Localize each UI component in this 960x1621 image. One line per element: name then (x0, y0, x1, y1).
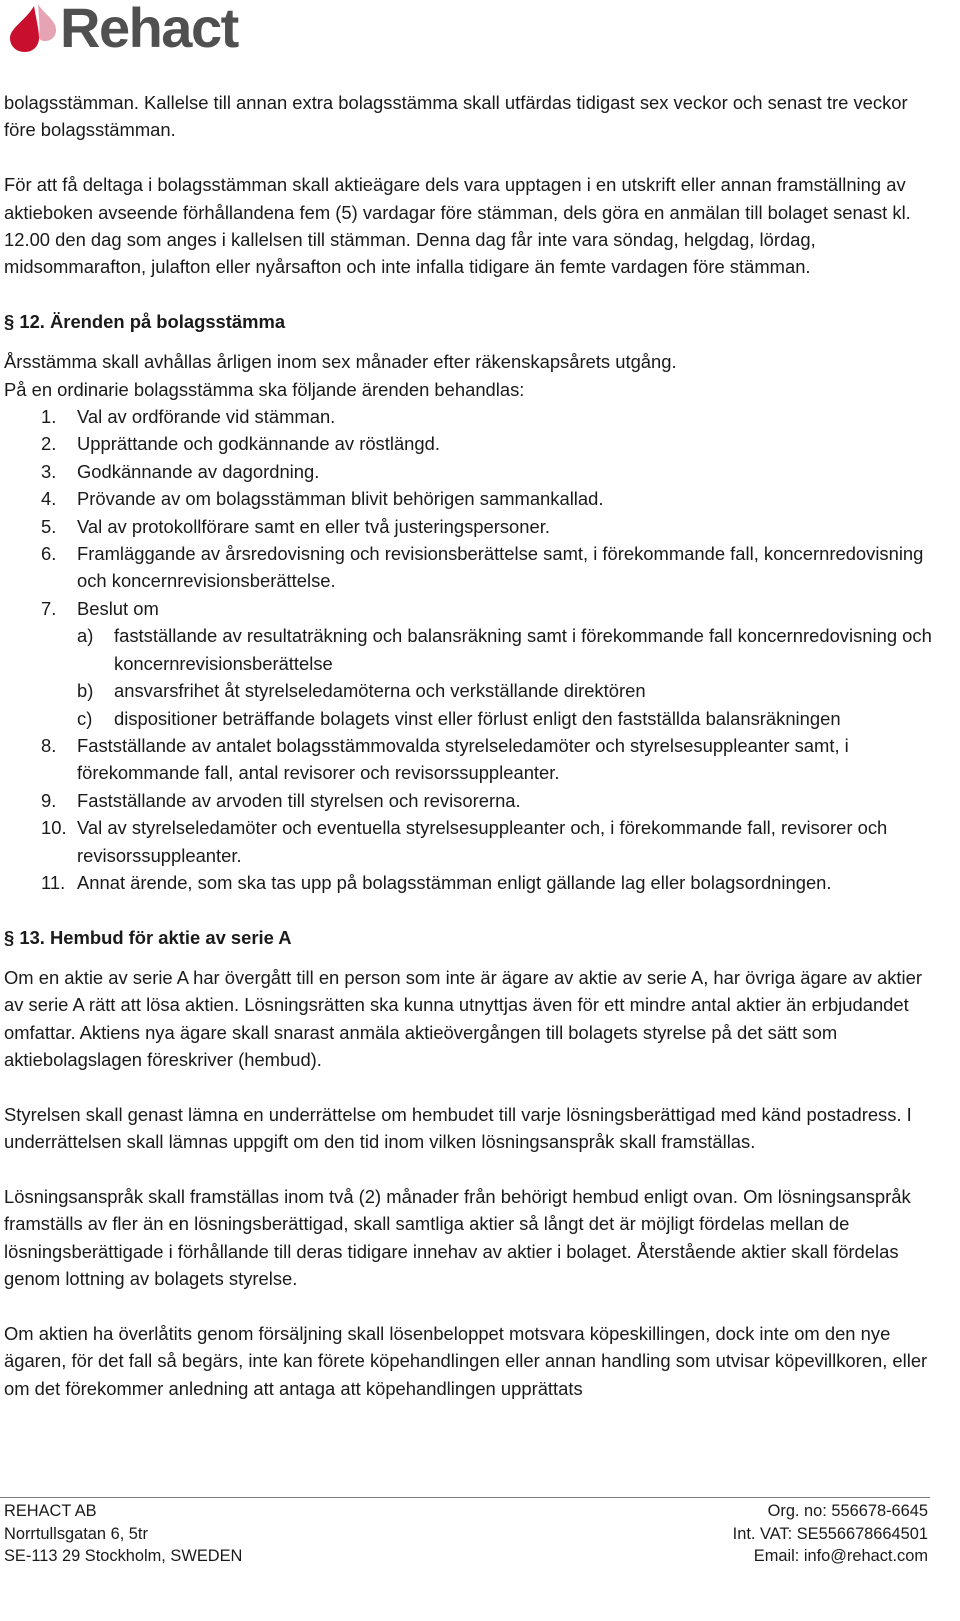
list-item: 11. Annat ärende, som ska tas upp på bolagsstämman enligt gällande lag eller bolagsordningen. (41, 871, 832, 893)
sublist-item: b) ansvarsfrihet åt styrelseledamöterna och verkställande direktören (77, 680, 646, 702)
agenda-list-continued (4, 732, 934, 896)
section-13-heading: § 13. Hembud för aktie av serie A (4, 926, 292, 948)
agenda-list (4, 403, 934, 622)
sublist-item: a) fastställande av resultaträkning och balansräkning samt i förekommande fall koncernredovisning och koncernrevisionsberättelse (77, 625, 932, 674)
decision-sublist (4, 622, 934, 732)
footer-company: REHACT AB (4, 1502, 97, 1520)
logo-wordmark: Rehact (60, 0, 238, 59)
footer-org-number: Org. no: 556678-6645 (767, 1502, 928, 1520)
document-body (4, 89, 934, 1402)
footer-address (4, 1500, 242, 1568)
rehact-drop-icon (4, 0, 64, 56)
list-item: 3. Godkännande av dagordning. (41, 460, 320, 482)
section-12-line-2: På en ordinarie bolagsstämma ska följande ärenden behandlas: (4, 378, 525, 400)
footer-vat-number: Int. VAT: SE556678664501 (732, 1524, 928, 1543)
footer-registration (733, 1500, 928, 1568)
list-item: 10. Val av styrelseledamöter och eventuella styrelsesuppleanter och, i förekommande fall, revisorer och revisorssuppleanter. (41, 817, 888, 866)
company-logo (4, 0, 238, 59)
intro-paragraph-1: bolagsstämman. Kallelse till annan extra bolagsstämma skall utfärdas tidigast sex veckor och senast tre veckor före bolagsstämman. (4, 92, 908, 141)
list-item: 8. Fastställande av antalet bolagsstämmovalda styrelseledamöter och styrelsesuppleanter samt, i förekommande fall, antal revisorer och revisorssuppleanter. (41, 734, 849, 784)
list-item: 7. Beslut om (41, 597, 159, 619)
list-item: 4. Prövande av om bolagsstämman blivit behörigen sammankallad. (41, 488, 604, 510)
section-13-paragraph-2: Styrelsen skall genast lämna en underrättelse om hembudet till varje lösningsberättigad med känd postadress. I underrättelsen skall lämnas uppgift om den tid inom vilken lösningsanspråk skall framställas. (4, 1103, 912, 1153)
page-footer (4, 1500, 928, 1568)
list-item: 6. Framläggande av årsredovisning och revisionsberättelse samt, i förekommande fall, koncernredovisning och koncernrevisionsberättelse. (41, 543, 924, 592)
footer-email: Email: info@rehact.com (753, 1547, 928, 1565)
footer-divider (0, 1497, 930, 1498)
section-12-line-1: Årsstämma skall avhållas årligen inom sex månader efter räkenskapsårets utgång. (4, 351, 677, 373)
sublist-item: c) dispositioner beträffande bolagets vinst eller förlust enligt den fastställda balansräkningen (77, 707, 841, 729)
section-12-heading: § 12. Ärenden på bolagsstämma (4, 311, 286, 333)
section-13-paragraph-1: Om en aktie av serie A har övergått till en person som inte är ägare av aktie av serie A, har övriga ägare av aktier av serie A rätt att lösa aktien. Lösningsrätten ska kunna utnyttjas även för ett mindre antal aktier än erbjudandet omfattar. Aktiens nya ägare skall snarast anmäla aktieövergången till bolagets styrelse på det sätt som aktiebolagslagen föreskriver (hembud). (4, 966, 922, 1070)
list-item: 9. Fastställande av arvoden till styrelsen och revisorerna. (41, 789, 521, 811)
list-item: 2. Upprättande och godkännande av röstlängd. (41, 433, 440, 455)
section-13-paragraph-4: Om aktien ha överlåtits genom försäljning skall lösenbeloppet motsvara köpeskillingen, dock inte om den nye ägaren, för det fall så begärs, inte kan förete köpehandlingen eller annan handling som utvisar köpevillkoren, eller om det förekommer anledning att antaga att köpehandlingen upprättats (4, 1322, 928, 1399)
intro-paragraph-2: För att få deltaga i bolagsstämman skall aktieägare dels vara upptagen i en utskrift eller annan framställning av aktieboken avseende förhållandena fem (5) vardagar före stämman, dels göra en anmälan till bolaget senast kl. 12.00 den dag som anges i kallelsen till stämman. Denna dag får inte vara söndag, helgdag, lördag, midsommarafton, julafton eller nyårsafton och inte infalla tidigare än femte vardagen före stämman. (4, 174, 911, 278)
section-13-paragraph-3: Lösningsanspråk skall framställas inom två (2) månader från behörigt hembud enligt ovan. Om lösningsanspråk framställs av fler än en lösningsberättigad, skall samtliga aktier så långt det är möjligt fördelas mellan de lösningsberättigade i förhållande till deras tidigare innehav av aktier i bolaget. Återstående aktier skall fördelas genom lottning av bolagets styrelse. (4, 1185, 911, 1290)
list-item: 1. Val av ordförande vid stämman. (41, 406, 336, 428)
footer-street: Norrtullsgatan 6, 5tr (4, 1524, 148, 1543)
list-item: 5. Val av protokollförare samt en eller två justeringspersoner. (41, 515, 550, 537)
footer-city: SE-113 29 Stockholm, SWEDEN (4, 1547, 243, 1565)
